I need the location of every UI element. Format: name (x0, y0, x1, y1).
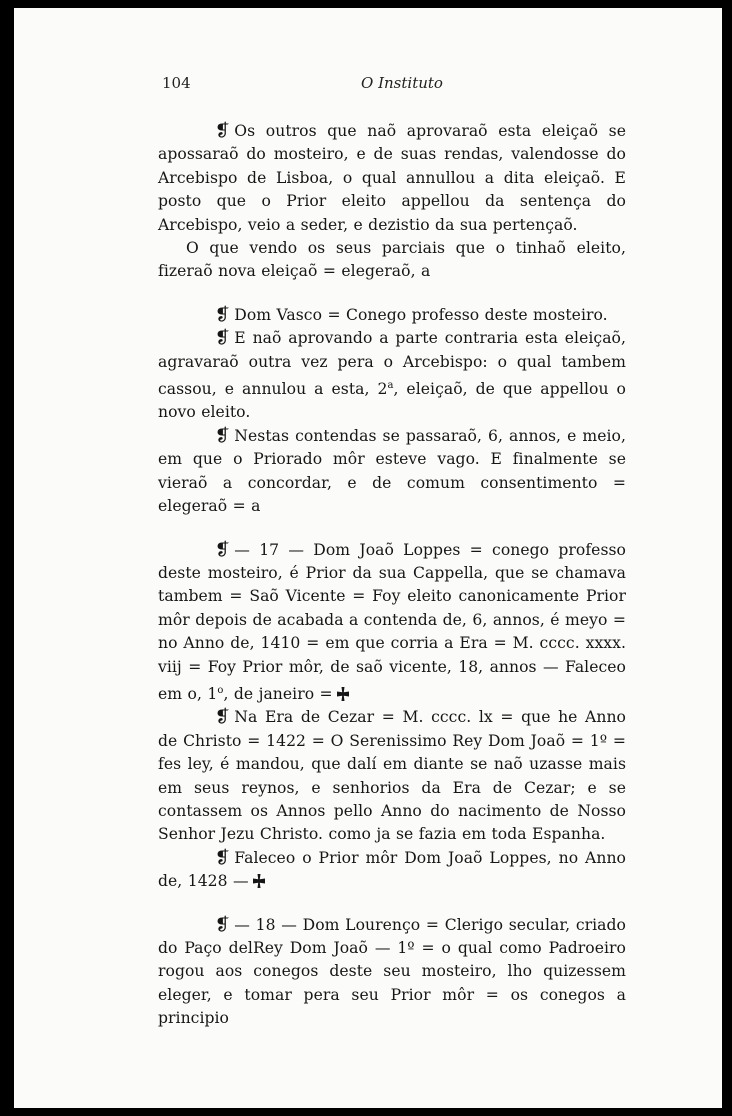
body-text (158, 120, 626, 1031)
paragraph-text: Dom Vasco = Conego professo deste mosteiro. (234, 305, 608, 324)
paragraph-text: Os outros que naõ aprovaraõ esta eleiçaõ se apossaraõ do mosteiro, e de suas rendas, valendosse do Arcebispo de Lisboa, o qual annullou a dita eleiçaõ. E posto que o Prior eleito appellou da sentença do Arcebispo, veio a seder, e dezistio da sua pertençaõ. (158, 122, 626, 234)
page-number: 104 (162, 74, 191, 92)
paragraph (158, 706, 626, 846)
paragraph (158, 304, 626, 327)
paragraph-text: Nestas contendas se passaraõ, 6, annos, e meio, em que o Priorado môr esteve vago. E finalmente se vieraõ a concordar, e de comum consentimento = elegeraõ = a (158, 426, 626, 516)
paragraph (158, 914, 626, 1031)
paragraph-text: E naõ aprovando a parte contraria esta eleiçaõ, agravaraõ outra vez pera o Arcebispo: o qual tambem cassou, e annulou a esta, 2 (158, 329, 626, 399)
paragraph-mark-icon: ❡ (214, 425, 231, 446)
paragraph-text: , eleiçaõ, de que appellou o novo eleito. (158, 380, 626, 422)
paragraph-text: — 18 — Dom Lourenço = Clerigo secular, criado do Paço delRey Dom Joaõ — 1º = o qual como Padroeiro rogou aos conegos deste seu mosteiro, lho quizessem eleger, e tomar pera seu Prior môr = os conegos a principio (158, 915, 626, 1028)
paragraph (158, 237, 626, 284)
cross-pattee-icon (251, 873, 267, 889)
paragraph (158, 327, 626, 425)
book-page (14, 8, 722, 1108)
paragraph-text: Faleceo o Prior môr Dom Joaõ Loppes, no Anno de, 1428 — (158, 848, 626, 891)
paragraph-mark-icon: ❡ (214, 539, 231, 560)
paragraph (158, 425, 626, 519)
paragraph-text: Na Era de Cezar = M. cccc. lx = que he Anno de Christo = 1422 = O Serenissimo Rey Dom Joaõ = 1º = fes ley, é mandou, que dalí em diante se naõ uzasse mais em seus reynos, e senhorios da Era de Cezar; e se contassem os Annos pello Anno do nacimento de Nosso Senhor Jezu Christo. como ja se fazia em toda Espanha. (158, 708, 626, 844)
paragraph-text: O que vendo os seus parciais que o tinhaõ eleito, fizeraõ nova eleiçaõ = elegeraõ, a (158, 239, 626, 281)
superscript: o (217, 684, 224, 696)
paragraph-mark-icon: ❡ (214, 328, 231, 349)
paragraph-text: , de janeiro = (223, 684, 333, 703)
paragraph-mark-icon: ❡ (214, 304, 231, 325)
paragraph-mark-icon: ❡ (214, 707, 231, 728)
paragraph (158, 539, 626, 707)
paragraph (158, 120, 626, 237)
paragraph-mark-icon: ❡ (214, 914, 231, 935)
cross-pattee-icon (335, 686, 351, 702)
running-title: O Instituto (361, 74, 443, 92)
paragraph-mark-icon: ❡ (214, 121, 231, 141)
superscript: a (387, 380, 394, 392)
paragraph-mark-icon: ❡ (214, 847, 231, 868)
paragraph (158, 847, 626, 894)
page-header (162, 74, 602, 98)
paragraph-text: — 17 — Dom Joaõ Loppes = conego professo deste mosteiro, é Prior da sua Cappella, que se chamava tambem = Saõ Vicente = Foy eleito canonicamente Prior môr depois de acabada a contenda de, 6, annos, é meyo = no Anno de, 1410 = em que corria a Era = M. cccc. xxxx. viij = Foy Prior môr, de saõ vicente, 18, annos — Faleceo em o, 1 (158, 540, 626, 703)
